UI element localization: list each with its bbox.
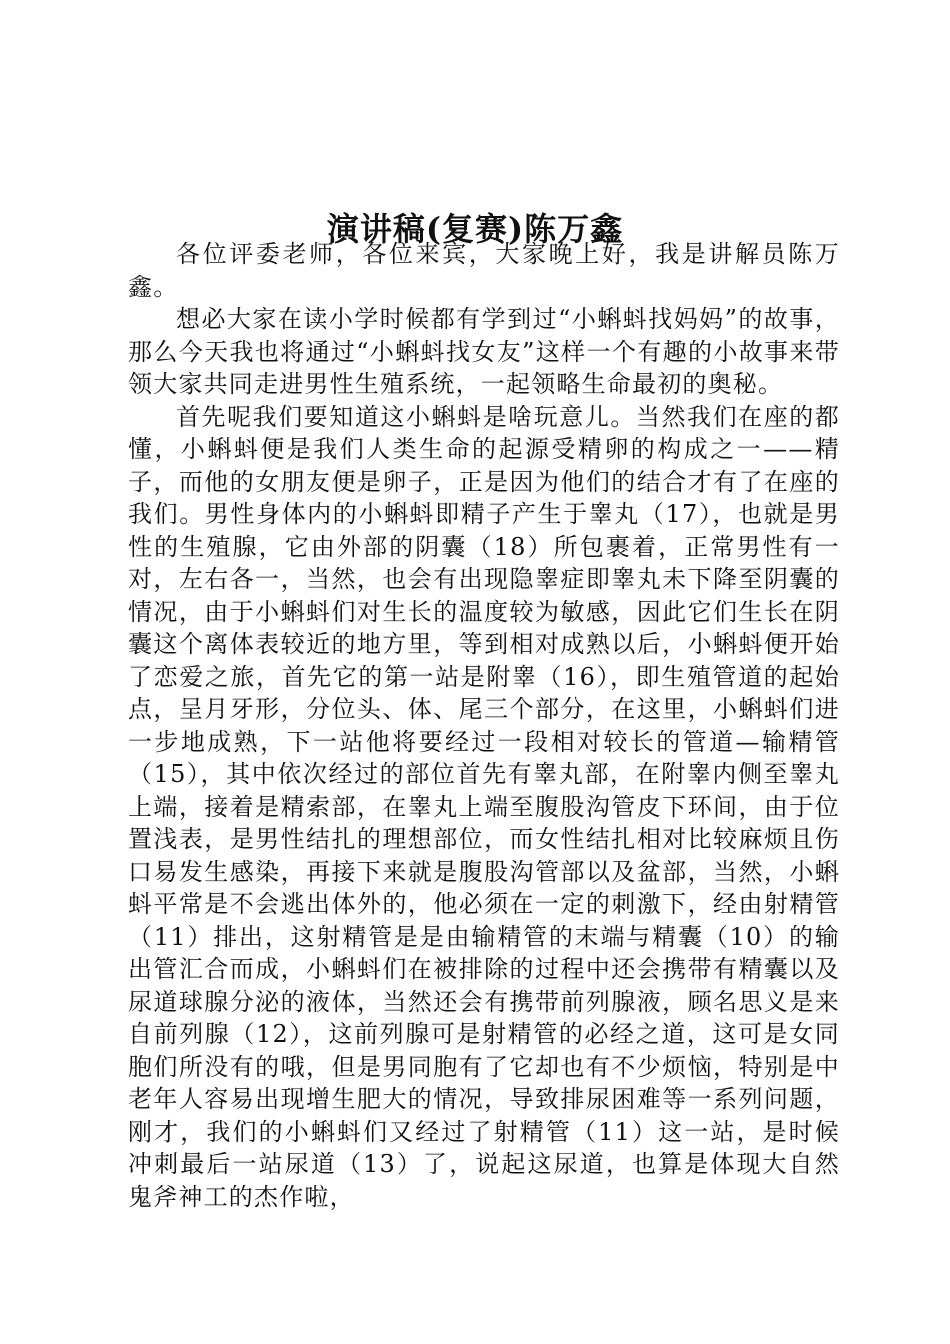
paragraph-intro: 想必大家在读小学时候都有学到过“小蝌蚪找妈妈”的故事，那么今天我也将通过“小蝌蚪找女友”这样一个有趣的小故事来带领大家共同走进男性生殖系统，一起领略生命最初的奥秘。 — [128, 305, 840, 398]
paragraph-greeting: 各位评委老师，各位来宾，大家晚上好，我是讲解员陈万鑫。 — [128, 240, 840, 301]
paragraph-main: 首先呢我们要知道这小蝌蚪是啥玩意儿。当然我们在座的都懂，小蝌蚪便是我们人类生命的起源受精卵的构成之一——精子，而他的女朋友便是卵子，正是因为他们的结合才有了在座的我们。男性身体内的小蝌蚪即精子产生于睾丸（17），也就是男性的生殖腺，它由外部的阴囊（18）所包裹着，正常男性有一对，左右各一，当然，也会有出现隐睾症即睾丸未下降至阴囊的情况，由于小蝌蚪们对生长的温度较为敏感，因此它们生长在阴囊这个离体表较近的地方里，等到相对成熟以后，小蝌蚪便开始了恋爱之旅，首先它的第一站是附睾（16），即生殖管道的起始点，呈月牙形，分位头、体、尾三个部分，在这里，小蝌蚪们进一步地成熟，下一站他将要经过一段相对较长的管道—输精管（15），其中依次经过的部位首先有睾丸部，在附睾内侧至睾丸上端，接着是精索部，在睾丸上端至腹股沟管皮下环间，由于位置浅表，是男性结扎的理想部位，而女性结扎相对比较麻烦且伤口易发生感染，再接下来就是腹股沟管部以及盆部，当然，小蝌蚪平常是不会逃出体外的，他必须在一定的刺激下，经由射精管（11）排出，这射精管是是由输精管的末端与精囊（10）的输出管汇合而成，小蝌蚪们在被排除的过程中还会携带有精囊以及尿道球腺分泌的液体，当然还会有携带前列腺液，顾名思义是来自前列腺（12），这前列腺可是射精管的必经之道，这可是女同胞们所没有的哦，但是男同胞有了它却也有不少烦恼，特别是中老年人容易出现增生肥大的情况，导致排尿困难等一系列问题，刚才，我们的小蝌蚪们又经过了射精管（11）这一站，是时候冲刺最后一站尿道（13）了，说起这尿道，也算是体现大自然鬼斧神工的杰作啦， — [128, 402, 840, 1211]
document-title: 演讲稿(复赛)陈万鑫 — [326, 210, 624, 249]
document-body — [128, 238, 840, 1213]
